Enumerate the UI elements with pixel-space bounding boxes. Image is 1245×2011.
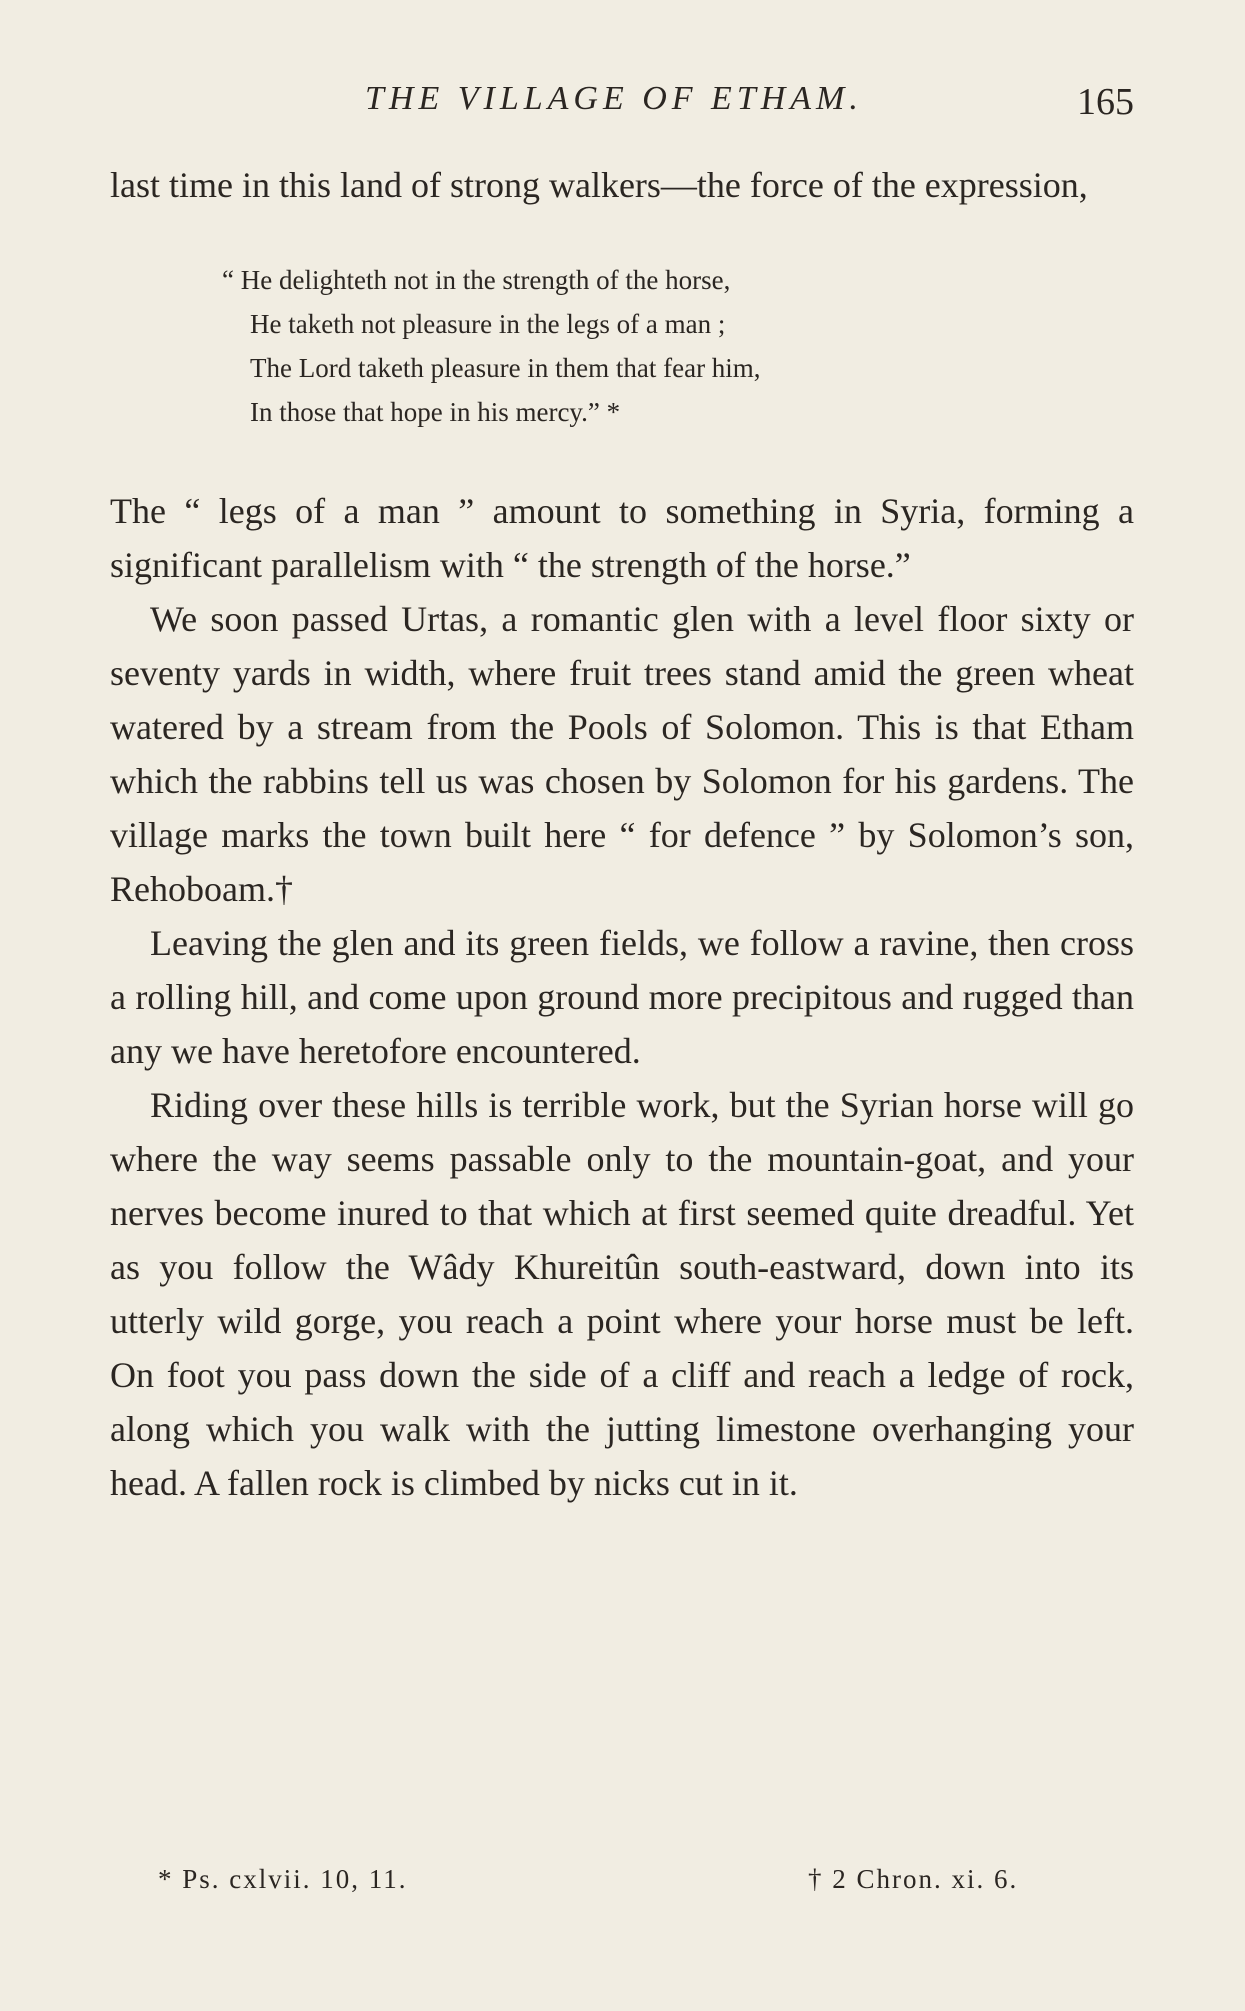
footnote-chronicles: † 2 Chron. xi. 6. — [808, 1864, 1019, 1894]
quote-line-3: The Lord taketh pleasure in them that fear him, — [250, 353, 761, 383]
body-text — [110, 158, 1134, 1510]
paragraph-riding: Riding over these hills is terrible work, but the Syrian horse will go where the way seems passable only to the mountain-goat, and your nerves become inured to that which at first seemed quite dreadful. Yet as you follow the Wâdy Khureitûn south-eastward, down into its utterly wild gorge, you reach a point where your horse must be left. On foot you pass down the side of a cliff and reach a ledge of rock, along which you walk with the jutting limestone overhanging your head. A fallen rock is climbed by nicks cut in it. — [110, 1085, 1134, 1503]
quote-line-4: In those that hope in his mercy.” * — [250, 397, 621, 427]
paragraph-ravine: Leaving the glen and its green fields, we follow a ravine, then cross a rolling hill, and come upon ground more precipitous and rugged than any we have heretofore encountered. — [110, 923, 1134, 1071]
opening-paragraph: last time in this land of strong walkers—the force of the expression, — [110, 165, 1088, 205]
scripture-quote — [222, 258, 1134, 434]
page-number: 165 — [1077, 81, 1134, 123]
paragraph-urtas: We soon passed Urtas, a romantic glen with a level floor sixty or seventy yards in width, where fruit trees stand amid the green wheat watered by a stream from the Pools of Solomon. This is that Etham which the rabbins tell us was chosen by Solomon for his gardens. The village marks the town built here “ for defence ” by Solomon’s son, Rehoboam.† — [110, 599, 1134, 909]
quote-line-2: He taketh not pleasure in the legs of a man ; — [250, 309, 726, 339]
running-title: THE VILLAGE OF ETHAM. — [365, 80, 863, 117]
footnote-psalms: * Ps. cxlvii. 10, 11. — [158, 1864, 408, 1894]
after-quote-paragraph: The “ legs of a man ” amount to something in Syria, forming a significant parallelism with “ the strength of the horse.” — [110, 491, 1134, 585]
page-header — [110, 80, 1140, 130]
quote-line-1: “ He delighteth not in the strength of the horse, — [222, 265, 731, 295]
